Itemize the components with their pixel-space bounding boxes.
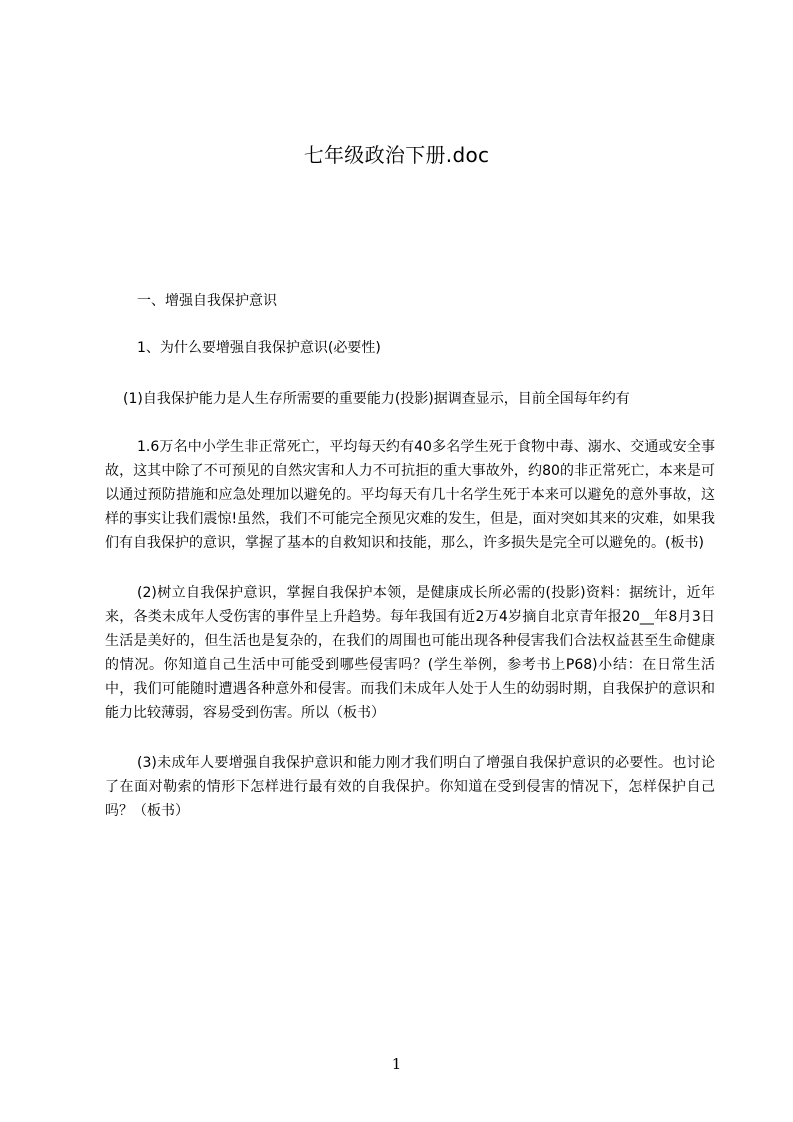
subsection-heading: 1、为什么要增强自我保护意识(必要性) [137, 340, 381, 356]
paragraph-2: 1.6万名中小学生非正常死亡，平均每天约有40多名学生死于食物中毒、溺水、交通或安全事故，这其中除了不可预见的自然灾害和人力不可抗拒的重大事故外，约80的非正常死亡，本来是可以通过预防措施和应急处理加以避免的。平均每天有几十名学生死于本来可以避免的意外事故，这样的事实让我们震惊!虽然，我们不可能完全预见灾难的发生，但是，面对突如其来的灾难，如果我们有自我保护的意识，掌握了基本的自救知识和技能，那么，许多损失是完全可以避免的。(板书) [105, 439, 715, 551]
paragraph-1: (1)自我保护能力是人生存所需要的重要能力(投影)据调查显示，目前全国每年约有 [123, 391, 630, 407]
paragraph-4: (3)未成年人要增强自我保护意识和能力刚才我们明白了增强自我保护意识的必要性。也讨论了在面对勒索的情形下怎样进行最有效的自我保护。你知道在受到侵害的情况下，怎样保护自己吗？（板书） [105, 755, 715, 819]
document-body [105, 289, 715, 849]
paragraph-3: (2)树立自我保护意识，掌握自我保护本领，是健康成长所必需的(投影)资料：据统计，近年来，各类未成年人受伤害的事件呈上升趋势。每年我国有近2万4岁摘自北京青年报20__年8月3日生活是美好的，但生活也是复杂的，在我们的周围也可能出现各种侵害我们合法权益甚至生命健康的情况。你知道自己生活中可能受到哪些侵害吗？(学生举例，参考书上P68)小结：在日常生活中，我们可能随时遭遇各种意外和侵害。而我们未成年人处于人生的幼弱时期，自我保护的意识和能力比较薄弱，容易受到伤害。所以（板书） [105, 585, 715, 721]
section-heading: 一、增强自我保护意识 [137, 293, 277, 309]
page-number: 1 [391, 1055, 402, 1073]
document-title: 七年级政治下册.doc [303, 143, 490, 167]
